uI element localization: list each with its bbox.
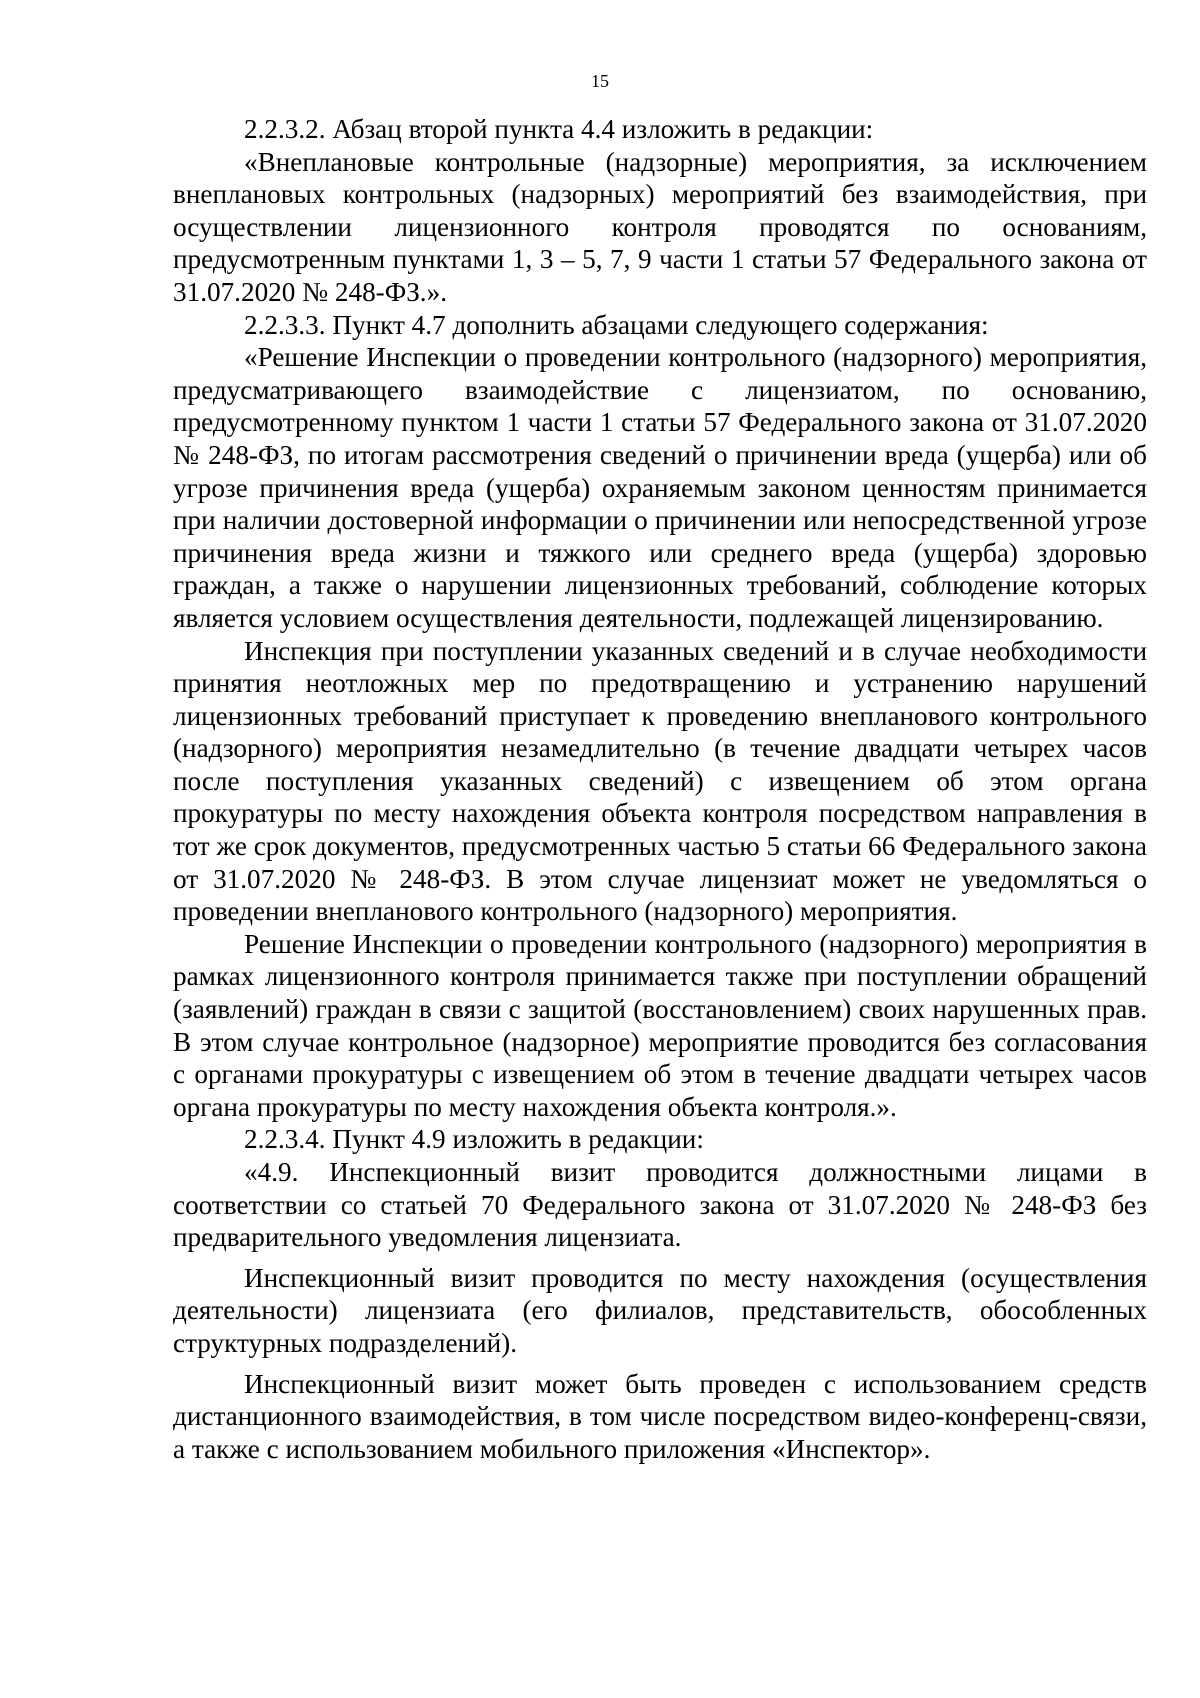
paragraph-4-7-urgent-inspection: Инспекция при поступлении указанных сведений и в случае необходимости принятия неотложных мер по предотвращению и устранению нарушений лицензионных требований приступает к проведению внепланового контрольного (надзорного) мероприятия незамедлительно (в течение двадцати четырех часов после поступления указанных сведений) с извещением об этом органа прокуратуры по месту нахождения объекта контроля посредством направления в тот же срок документов, предусмотренных частью 5 статьи 66 Федерального закона от 31.07.2020 № 248-ФЗ. В этом случае лицензиат может не уведомляться о проведении внепланового контрольного (надзорного) мероприятия.: [173, 635, 1147, 927]
paragraph-4-7-decision-basis: «Решение Инспекции о проведении контрольного (надзорного) мероприятия, предусматривающего взаимодействие с лицензиатом, по основанию, предусмотренному пунктом 1 части 1 статьи 57 Федерального закона от 31.07.2020 № 248-ФЗ, по итогам рассмотрения сведений о причинении вреда (ущерба) или об угрозе причинения вреда (ущерба) охраняемым законом ценностям принимается при наличии достоверной информации о причинении или непосредственной угрозе причинения вреда жизни и тяжкого или среднего вреда (ущерба) здоровью граждан, а также о нарушении лицензионных требований, соблюдение которых является условием осуществления деятельности, подлежащей лицензированию.: [173, 342, 1147, 633]
page-number: 15: [591, 71, 609, 91]
paragraph-4-9-inspection-visit: «4.9. Инспекционный визит проводится должностными лицами в соответствии со статьей 70 Федерального закона от 31.07.2020 № 248-ФЗ без предварительного уведомления лицензиата.: [173, 1157, 1147, 1253]
paragraph-inspection-visit-location: Инспекционный визит проводится по месту нахождения (осуществления деятельности) лицензиата (его филиалов, представительств, обособленных структурных подразделений).: [173, 1262, 1147, 1358]
document-body: [173, 113, 1147, 1465]
paragraph-2-2-3-4-heading: 2.2.3.4. Пункт 4.9 изложить в редакции:: [244, 1124, 704, 1155]
paragraph-4-7-citizen-appeals: Решение Инспекции о проведении контрольного (надзорного) мероприятия в рамках лицензионного контроля принимается также при поступлении обращений (заявлений) граждан в связи с защитой (восстановлением) своих нарушенных прав. В этом случае контрольное (надзорное) мероприятие проводится без согласования с органами прокуратуры с извещением об этом в течение двадцати четырех часов органа прокуратуры по месту нахождения объекта контроля.».: [173, 928, 1147, 1122]
paragraph-inspection-visit-remote: Инспекционный визит может быть проведен с использованием средств дистанционного взаимодействия, в том числе посредством видео-конференц-связи, а также с использованием мобильного приложения «Инспектор».: [173, 1368, 1147, 1464]
paragraph-4-4-amendment-text: «Внеплановые контрольные (надзорные) мероприятия, за исключением внеплановых контрольных (надзорных) мероприятий без взаимодействия, при осуществлении лицензионного контроля проводятся по основаниям, предусмотренным пунктами 1, 3 – 5, 7, 9 части 1 статьи 57 Федерального закона от 31.07.2020 № 248-ФЗ.».: [173, 146, 1147, 307]
paragraph-2-2-3-3-heading: 2.2.3.3. Пункт 4.7 дополнить абзацами следующего содержания:: [244, 309, 989, 340]
paragraph-2-2-3-2-heading: 2.2.3.2. Абзац второй пункта 4.4 изложить в редакции:: [244, 114, 874, 144]
